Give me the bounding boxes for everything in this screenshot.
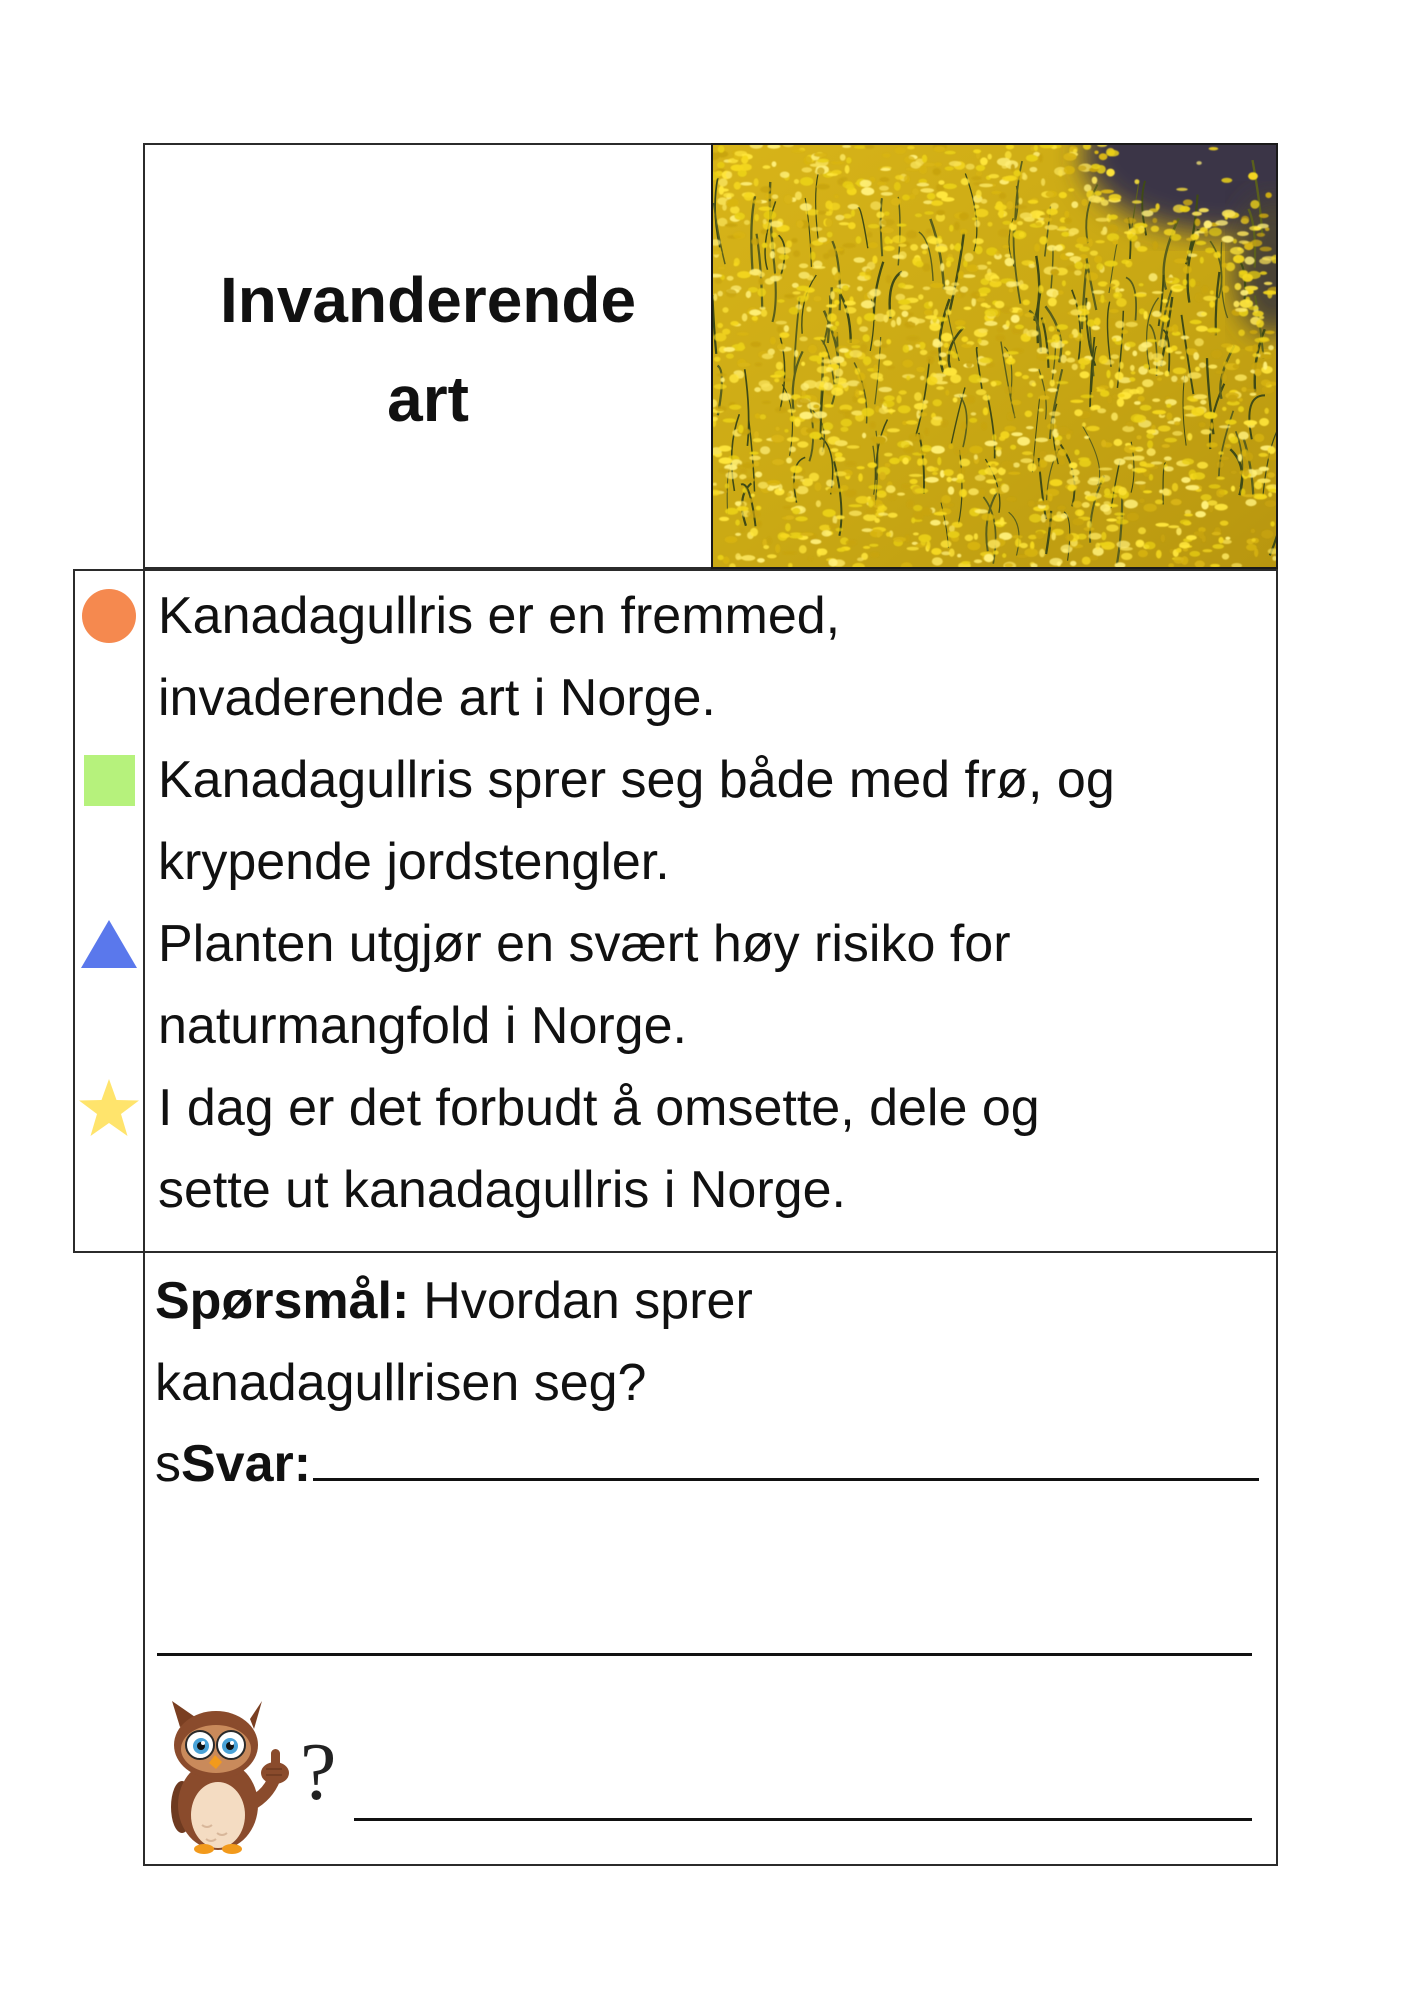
icon-column	[73, 569, 145, 1253]
reflection-question-mark: ?	[300, 1726, 337, 1817]
owl-thumbs-up-icon	[162, 1697, 297, 1857]
fact-2-marker	[75, 748, 143, 812]
goldenrod-photo	[713, 145, 1276, 567]
fact-2-line-2: krypende jordstengler.	[158, 833, 670, 891]
fact-4-line-2: sette ut kanadagullris i Norge.	[158, 1161, 846, 1219]
answer-write-line-2[interactable]	[157, 1653, 1252, 1656]
question-text-2: kanadagullrisen seg?	[155, 1354, 647, 1412]
fact-3-marker	[75, 912, 143, 976]
fact-2-line-1: Kanadagullris sprer seg både med frø, og	[158, 751, 1115, 809]
title-box	[143, 143, 713, 569]
reflection-write-line[interactable]	[354, 1818, 1252, 1821]
photo-frame	[711, 143, 1278, 569]
title-line-2: art	[387, 363, 469, 435]
answer-row	[155, 1423, 1259, 1505]
answer-prefix: s	[155, 1435, 181, 1493]
blue-triangle-icon	[80, 919, 138, 969]
fact-1-line-1: Kanadagullris er en fremmed,	[158, 587, 841, 645]
question-line-1	[155, 1260, 753, 1342]
fact-1-marker	[75, 584, 143, 648]
answer-write-line[interactable]	[313, 1448, 1259, 1481]
facts-list	[158, 575, 1115, 1231]
facts-box	[143, 569, 1278, 1253]
green-square-icon	[84, 755, 135, 806]
fact-3-line-1: Planten utgjør en svært høy risiko for	[158, 915, 1011, 973]
fact-1-line-2: invaderende art i Norge.	[158, 669, 716, 727]
question-box	[143, 1251, 1278, 1866]
title-line-1: Invanderende	[219, 264, 637, 336]
fact-3-line-2: naturmangfold i Norge.	[158, 997, 687, 1055]
orange-circle-icon	[82, 589, 136, 643]
yellow-star-icon	[78, 1078, 140, 1138]
question-text-1: Hvordan sprer	[423, 1272, 753, 1330]
answer-label: Svar:	[181, 1435, 312, 1493]
question-label: Spørsmål:	[155, 1272, 410, 1330]
fact-4-marker	[75, 1076, 143, 1140]
fact-4-line-1: I dag er det forbudt å omsette, dele og	[158, 1079, 1040, 1137]
page-title	[145, 251, 711, 449]
